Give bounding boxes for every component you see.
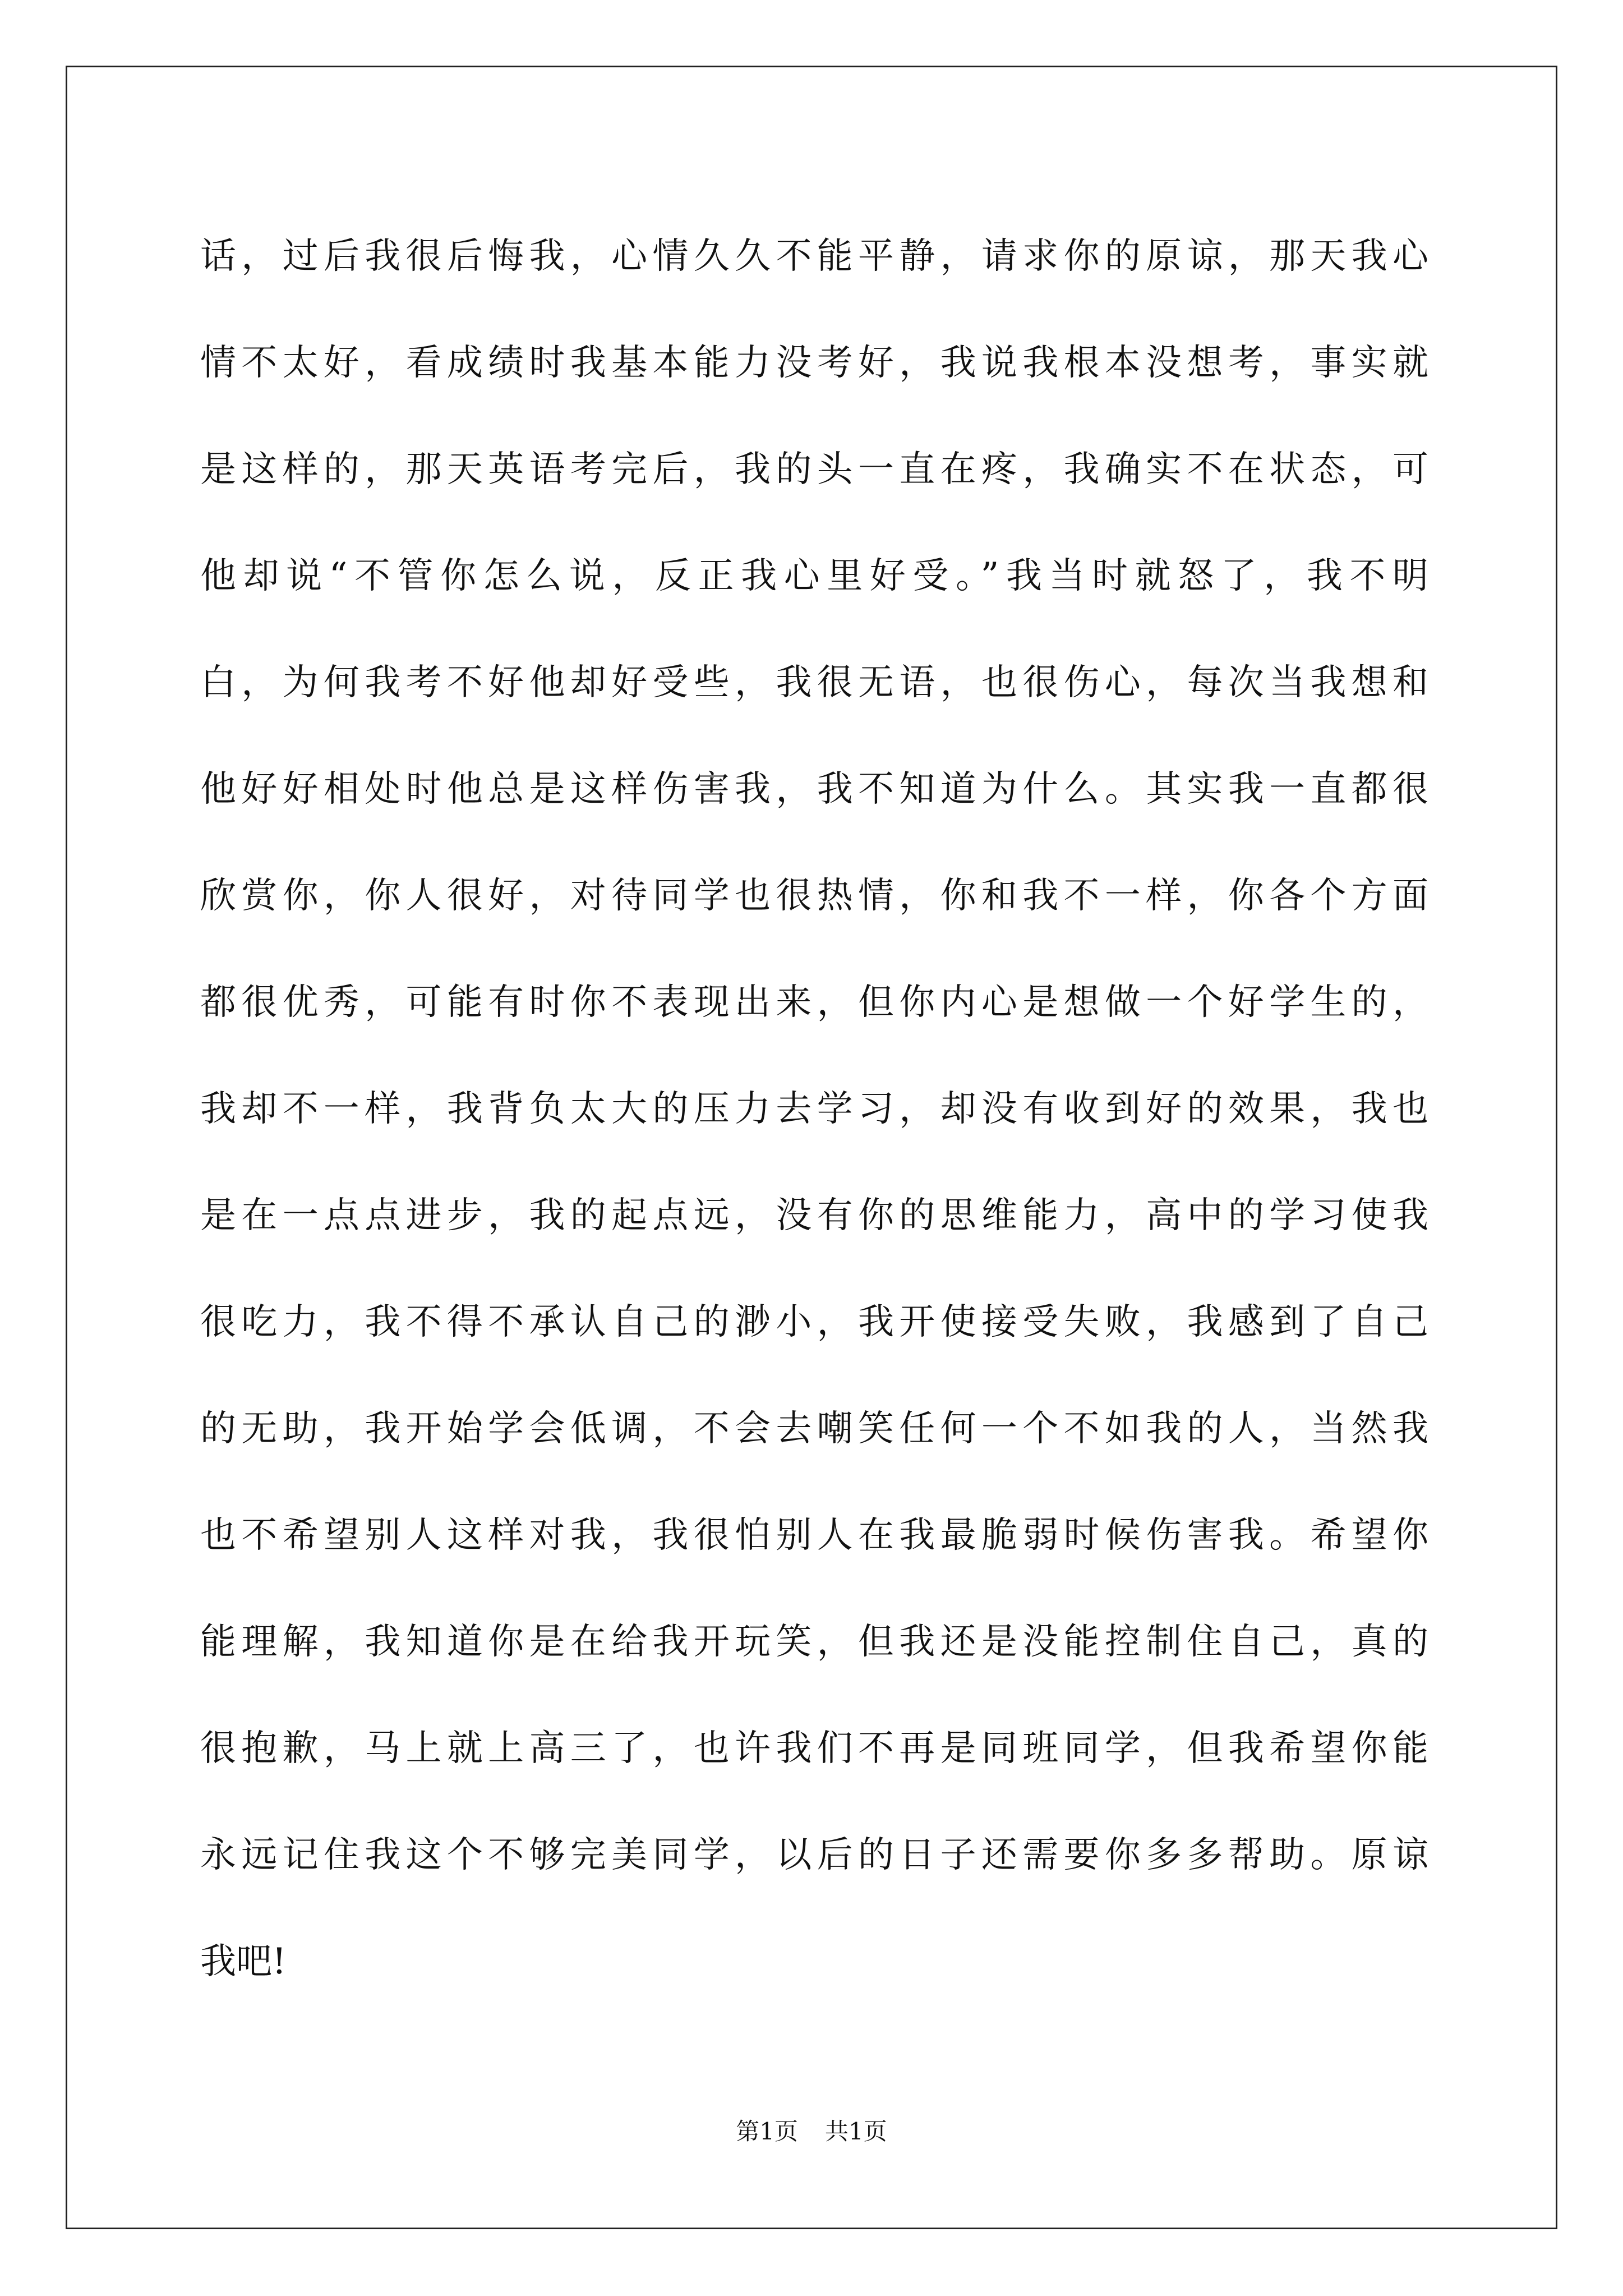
text-line: 是这样的，那天英语考完后，我的头一直在疼，我确实不在状态，可 xyxy=(200,449,1428,490)
text-line: 话，过后我很后悔我，心情久久不能平静，请求你的原谅，那天我心 xyxy=(200,236,1428,277)
text-line: 白，为何我考不好他却好受些，我很无语，也很伤心，每次当我想和 xyxy=(200,662,1428,703)
text-line: 是在一点点进步，我的起点远，没有你的思维能力，高中的学习使我 xyxy=(200,1195,1428,1236)
text-line: 都很优秀，可能有时你不表现出来，但你内心是想做一个好学生的， xyxy=(200,982,1428,1023)
text-line: 情不太好，看成绩时我基本能力没考好，我说我根本没想考，事实就 xyxy=(200,342,1428,384)
text-line: 能理解，我知道你是在给我开玩笑，但我还是没能控制住自己，真的 xyxy=(200,1621,1428,1663)
text-line: 我却不一样，我背负太大的压力去学习，却没有收到好的效果，我也 xyxy=(200,1088,1428,1130)
text-line: 欣赏你，你人很好，对待同学也很热情，你和我不一样，你各个方面 xyxy=(200,875,1428,917)
text-line: 永远记住我这个不够完美同学，以后的日子还需要你多多帮助。原谅 xyxy=(200,1834,1428,1876)
text-line: 我吧! xyxy=(200,1941,287,1982)
page-number: 第1页 xyxy=(736,2118,798,2145)
page-footer xyxy=(0,2115,1623,2148)
text-line: 他好好相处时他总是这样伤害我，我不知道为什么。其实我一直都很 xyxy=(200,769,1428,810)
text-line: 很吃力，我不得不承认自己的渺小，我开使接受失败，我感到了自己 xyxy=(200,1301,1428,1343)
text-line: 也不希望别人这样对我，我很怕别人在我最脆弱时候伤害我。希望你 xyxy=(200,1515,1428,1556)
body-text xyxy=(200,223,1428,2035)
text-line: 的无助，我开始学会低调，不会去嘲笑任何一个不如我的人，当然我 xyxy=(200,1408,1428,1450)
text-line: 他却说“不管你怎么说，反正我心里好受。”我当时就怒了，我不明 xyxy=(200,555,1428,597)
page-total: 共1页 xyxy=(825,2118,887,2145)
text-line: 很抱歉，马上就上高三了，也许我们不再是同班同学，但我希望你能 xyxy=(200,1728,1428,1769)
